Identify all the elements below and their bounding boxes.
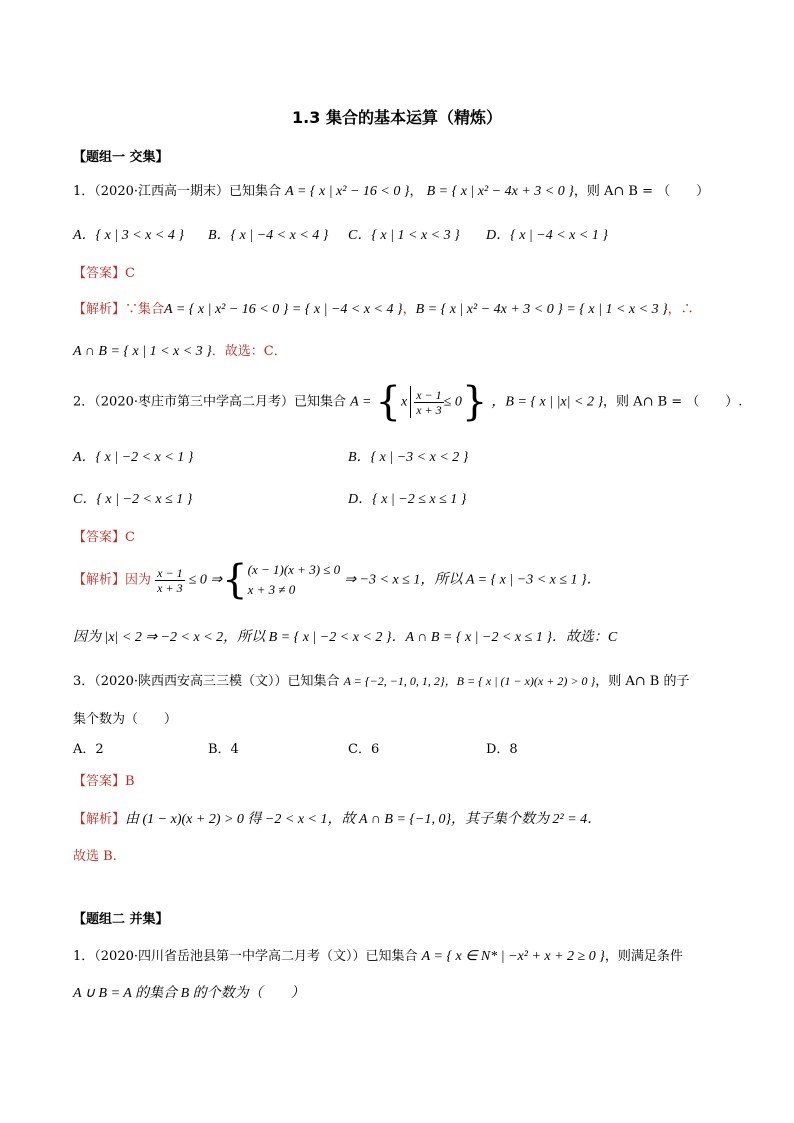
option-a: A．{ x | −2 < x < 1 } bbox=[73, 450, 194, 465]
set-b-expression: ，B = { x | |x| < 2 } bbox=[491, 394, 604, 410]
analysis-tag: 【解析】 bbox=[73, 572, 126, 588]
question-3-line-2: 集个数为（ ） bbox=[73, 712, 178, 727]
option-b: B．{ x | −3 < x < 2 } bbox=[348, 450, 469, 465]
set-a-condition: ≤ 0 bbox=[443, 394, 462, 410]
question-number: 2． bbox=[73, 394, 95, 410]
group2-heading: 【题组二 并集】 bbox=[73, 912, 169, 927]
question-1-stem bbox=[73, 180, 709, 200]
answer-line bbox=[73, 770, 135, 789]
set-b-expression: B = { x | x² − 4x + 3 < 0 } bbox=[426, 184, 574, 199]
group2-question-1-line-2: A ∪ B = A 的集合 B 的个数为（ ） bbox=[73, 986, 305, 1001]
answer-value: B bbox=[125, 774, 135, 789]
analysis-line-2 bbox=[73, 340, 287, 360]
page-title: 1.3 集合的基本运算（精炼） bbox=[292, 108, 502, 127]
analysis-math: ≤ 0 ⇒ bbox=[188, 572, 223, 588]
question-ask: ，则 A∩ B = （ ） bbox=[573, 184, 710, 199]
set-a-expression: A = { x ∈ N* | −x² + x + 2 ≥ 0 } bbox=[421, 949, 605, 964]
option-c: C．6 bbox=[348, 742, 380, 757]
option-b: B．{ x | −4 < x < 4 } bbox=[208, 228, 329, 243]
analysis-line-2: 故选 B. bbox=[73, 849, 117, 864]
left-brace-icon: { bbox=[222, 557, 248, 603]
question-ask: ，则满足条件 bbox=[604, 949, 683, 964]
fraction-numerator: x − 1 bbox=[157, 565, 183, 580]
set-a-expression: A = { x | x² − 16 < 0 } bbox=[285, 184, 410, 199]
system-line-1: (x − 1)(x + 3) ≤ 0 bbox=[247, 562, 341, 577]
analysis-text: ．故选：C． bbox=[211, 344, 287, 359]
comma: ， bbox=[409, 184, 423, 199]
analysis-tag: 【解析】 bbox=[73, 302, 126, 317]
analysis-text: ， bbox=[402, 302, 416, 317]
analysis-text: ∵集合 bbox=[125, 302, 165, 317]
set-b-expression: ，B = { x | (1 − x)(x + 2) > 0 } bbox=[444, 674, 596, 688]
option-b: B．4 bbox=[208, 742, 239, 757]
fraction-denominator: x + 3 bbox=[416, 402, 442, 417]
fraction-numerator: x − 1 bbox=[416, 387, 442, 402]
option-d: D．{ x | −2 ≤ x ≤ 1 } bbox=[348, 492, 467, 507]
question-number: 3． bbox=[73, 674, 95, 689]
answer-tag: 【答案】 bbox=[73, 266, 126, 281]
group1-heading: 【题组一 交集】 bbox=[73, 150, 169, 165]
option-d: D．8 bbox=[486, 742, 518, 757]
question-2-stem bbox=[73, 379, 743, 425]
analysis-math: A ∩ B = { x | 1 < x < 3 } bbox=[73, 344, 212, 359]
question-source: （2020·四川省岳池县第一中学高二月考（文））已知集合 bbox=[94, 949, 418, 964]
set-a-label: A = bbox=[350, 394, 372, 410]
analysis-text: ，∴ bbox=[667, 302, 694, 317]
analysis-math: B = { x | x² − 4x + 3 < 0 } = { x | 1 < x < 3 } bbox=[415, 302, 668, 317]
question-number: 1． bbox=[73, 184, 95, 199]
question-source: （2020·江西高一期末）已知集合 bbox=[94, 184, 281, 199]
analysis-line-2: 因为 |x| < 2 ⇒ −2 < x < 2，所以 B = { x | −2 < x < 2 }．A ∩ B = { x | −2 < x ≤ 1 }．故选：C bbox=[73, 630, 618, 645]
left-brace-icon: { bbox=[375, 379, 401, 425]
question-3-stem bbox=[73, 670, 689, 689]
option-d: D．{ x | −4 < x < 1 } bbox=[486, 228, 608, 243]
fraction-denominator: x + 3 bbox=[157, 580, 183, 595]
set-separator bbox=[410, 386, 411, 418]
analysis-math: ⇒ −3 < x ≤ 1，所以 A = { x | −3 < x ≤ 1 }． bbox=[344, 572, 601, 588]
variable-x: x bbox=[400, 394, 408, 410]
question-ask: ，则 A∩ B = （ ）. bbox=[603, 394, 743, 410]
set-a-fraction bbox=[414, 388, 443, 417]
answer-value: C bbox=[125, 266, 135, 281]
inequality-system bbox=[248, 560, 341, 600]
option-a: A．{ x | 3 < x < 4 } bbox=[73, 228, 184, 243]
question-source: （2020·枣庄市第三中学高二月考）已知集合 bbox=[94, 394, 346, 410]
analysis-math: 由 (1 − x)(x + 2) > 0 得 −2 < x < 1，故 A ∩ B = {−1, 0}，其子集个数为 2² = 4． bbox=[125, 812, 602, 827]
answer-tag: 【答案】 bbox=[73, 774, 126, 789]
option-c: C．{ x | 1 < x < 3 } bbox=[348, 228, 460, 243]
answer-line bbox=[73, 526, 135, 545]
analysis-math: A = { x | x² − 16 < 0 } = { x | −4 < x < 4 } bbox=[164, 302, 403, 317]
question-ask: ，则 A∩ B 的子 bbox=[595, 674, 690, 689]
analysis-tag: 【解析】 bbox=[73, 812, 126, 827]
group2-question-1-stem bbox=[73, 945, 683, 965]
question-number: 1． bbox=[73, 949, 95, 964]
option-c: C．{ x | −2 < x ≤ 1 } bbox=[73, 492, 193, 507]
analysis-line-1 bbox=[73, 298, 694, 318]
set-a-expression: A = {−2, −1, 0, 1, 2} bbox=[343, 674, 445, 688]
question-source: （2020·陕西西安高三三模（文））已知集合 bbox=[94, 674, 340, 689]
answer-value: C bbox=[125, 530, 135, 545]
right-brace-icon: } bbox=[461, 379, 488, 425]
analysis-fraction bbox=[155, 566, 184, 595]
answer-tag: 【答案】 bbox=[73, 530, 126, 545]
analysis-line-1 bbox=[73, 557, 601, 603]
answer-line bbox=[73, 262, 135, 281]
system-line-2: x + 3 ≠ 0 bbox=[247, 582, 296, 597]
analysis-text: 因为 bbox=[125, 572, 152, 588]
option-a: A．2 bbox=[73, 742, 104, 757]
analysis-line-1 bbox=[73, 808, 601, 828]
